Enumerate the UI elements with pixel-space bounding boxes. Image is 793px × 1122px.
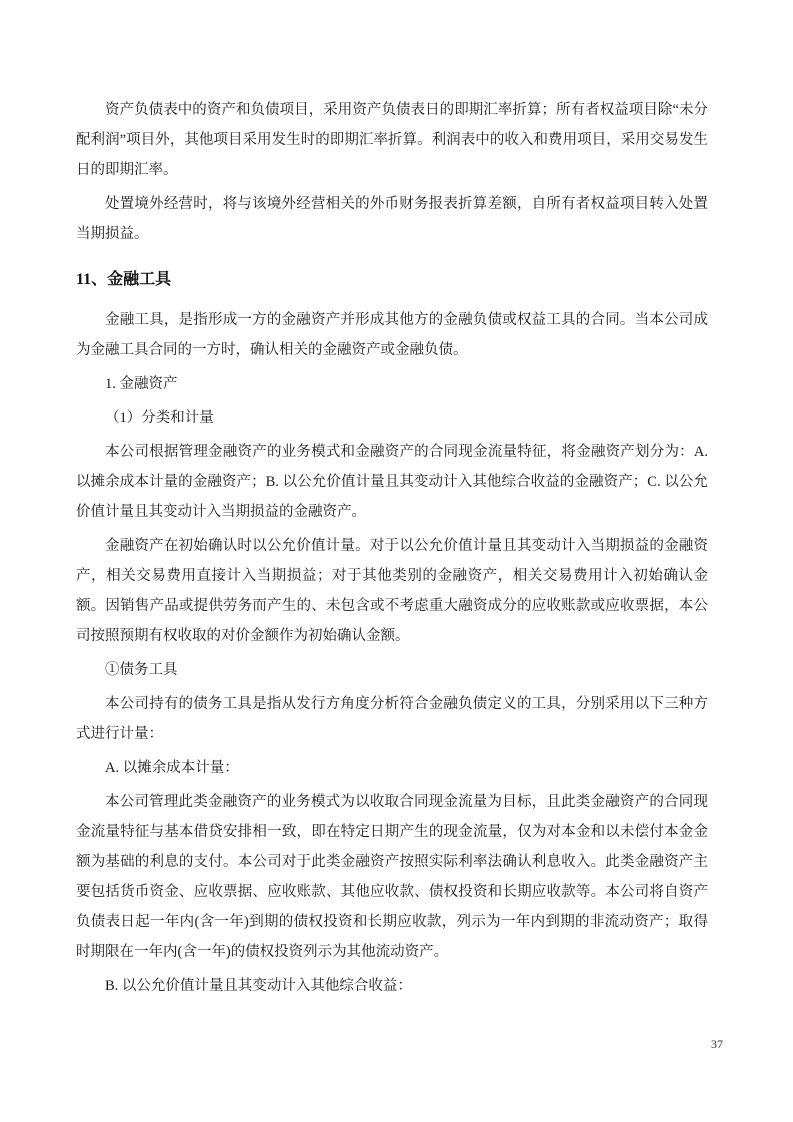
paragraph-disposal-foreign-operation: 处置境外经营时，将与该境外经营相关的外币财务报表折算差额，自所有者权益项目转入处置当期损益。 xyxy=(76,196,708,242)
paragraph-amortized-cost-detail: 本公司管理此类金融资产的业务模式为以收取合同现金流量为目标，且此类金融资产的合同现金流量特征与基本借贷安排相一致，即在特定日期产生的现金流量，仅为对本金和以未偿付本金金额为基础的利息的支付。本公司对于此类金融资产按照实际利率法确认利息收入。此类金融资产主要包括货币资金、应收票据、应收账款、其他应收款、债权投资和长期应收款等。本公司将自资产负债表日起一年内(含一年)到期的债权投资和长期应收款，列示为一年内到期的非流动资产；取得时期限在一年内(含一年)的债权投资列示为其他流动资产。 xyxy=(76,794,708,960)
paragraph-debt-instruments-definition: 本公司持有的债务工具是指从发行方角度分析符合金融负债定义的工具，分别采用以下三种方式进行计量： xyxy=(76,696,708,742)
subheading-classification-measurement: （1）分类和计量 xyxy=(105,410,214,426)
page-number: 37 xyxy=(711,1037,723,1051)
subheading-amortized-cost: A. 以摊余成本计量： xyxy=(105,760,239,776)
section-heading-financial-instruments: 11、金融工具 xyxy=(76,271,172,288)
subheading-financial-assets: 1. 金融资产 xyxy=(105,376,178,392)
paragraph-initial-recognition: 金融资产在初始确认时以公允价值计量。对于以公允价值计量且其变动计入当期损益的金融资产，相关交易费用直接计入当期损益；对于其他类别的金融资产，相关交易费用计入初始确认金额。因销售产品或提供劳务而产生的、未包含或不考虑重大融资成分的应收账款或应收票据，本公司按照预期有权收取的对价金额作为初始确认金额。 xyxy=(76,538,708,644)
paragraph-balance-sheet-translation: 资产负债表中的资产和负债项目，采用资产负债表日的即期汇率折算；所有者权益项目除“未分配利润”项目外，其他项目采用发生时的即期汇率折算。利润表中的收入和费用项目，采用交易发生日的即期汇率。 xyxy=(76,102,708,178)
paragraph-financial-instruments-definition: 金融工具，是指形成一方的金融资产并形成其他方的金融负债或权益工具的合同。当本公司成为金融工具合同的一方时，确认相关的金融资产或金融负债。 xyxy=(76,312,708,358)
document-body xyxy=(76,95,708,1005)
subheading-debt-instruments: ①债务工具 xyxy=(105,662,178,678)
subheading-fvoci: B. 以公允价值计量且其变动计入其他综合收益： xyxy=(105,978,412,994)
paragraph-asset-classification: 本公司根据管理金融资产的业务模式和金融资产的合同现金流量特征，将金融资产划分为：A. 以摊余成本计量的金融资产；B. 以公允价值计量且其变动计入其他综合收益的金融资产；C. 以公允价值计量且其变动计入当期损益的金融资产。 xyxy=(76,444,708,520)
